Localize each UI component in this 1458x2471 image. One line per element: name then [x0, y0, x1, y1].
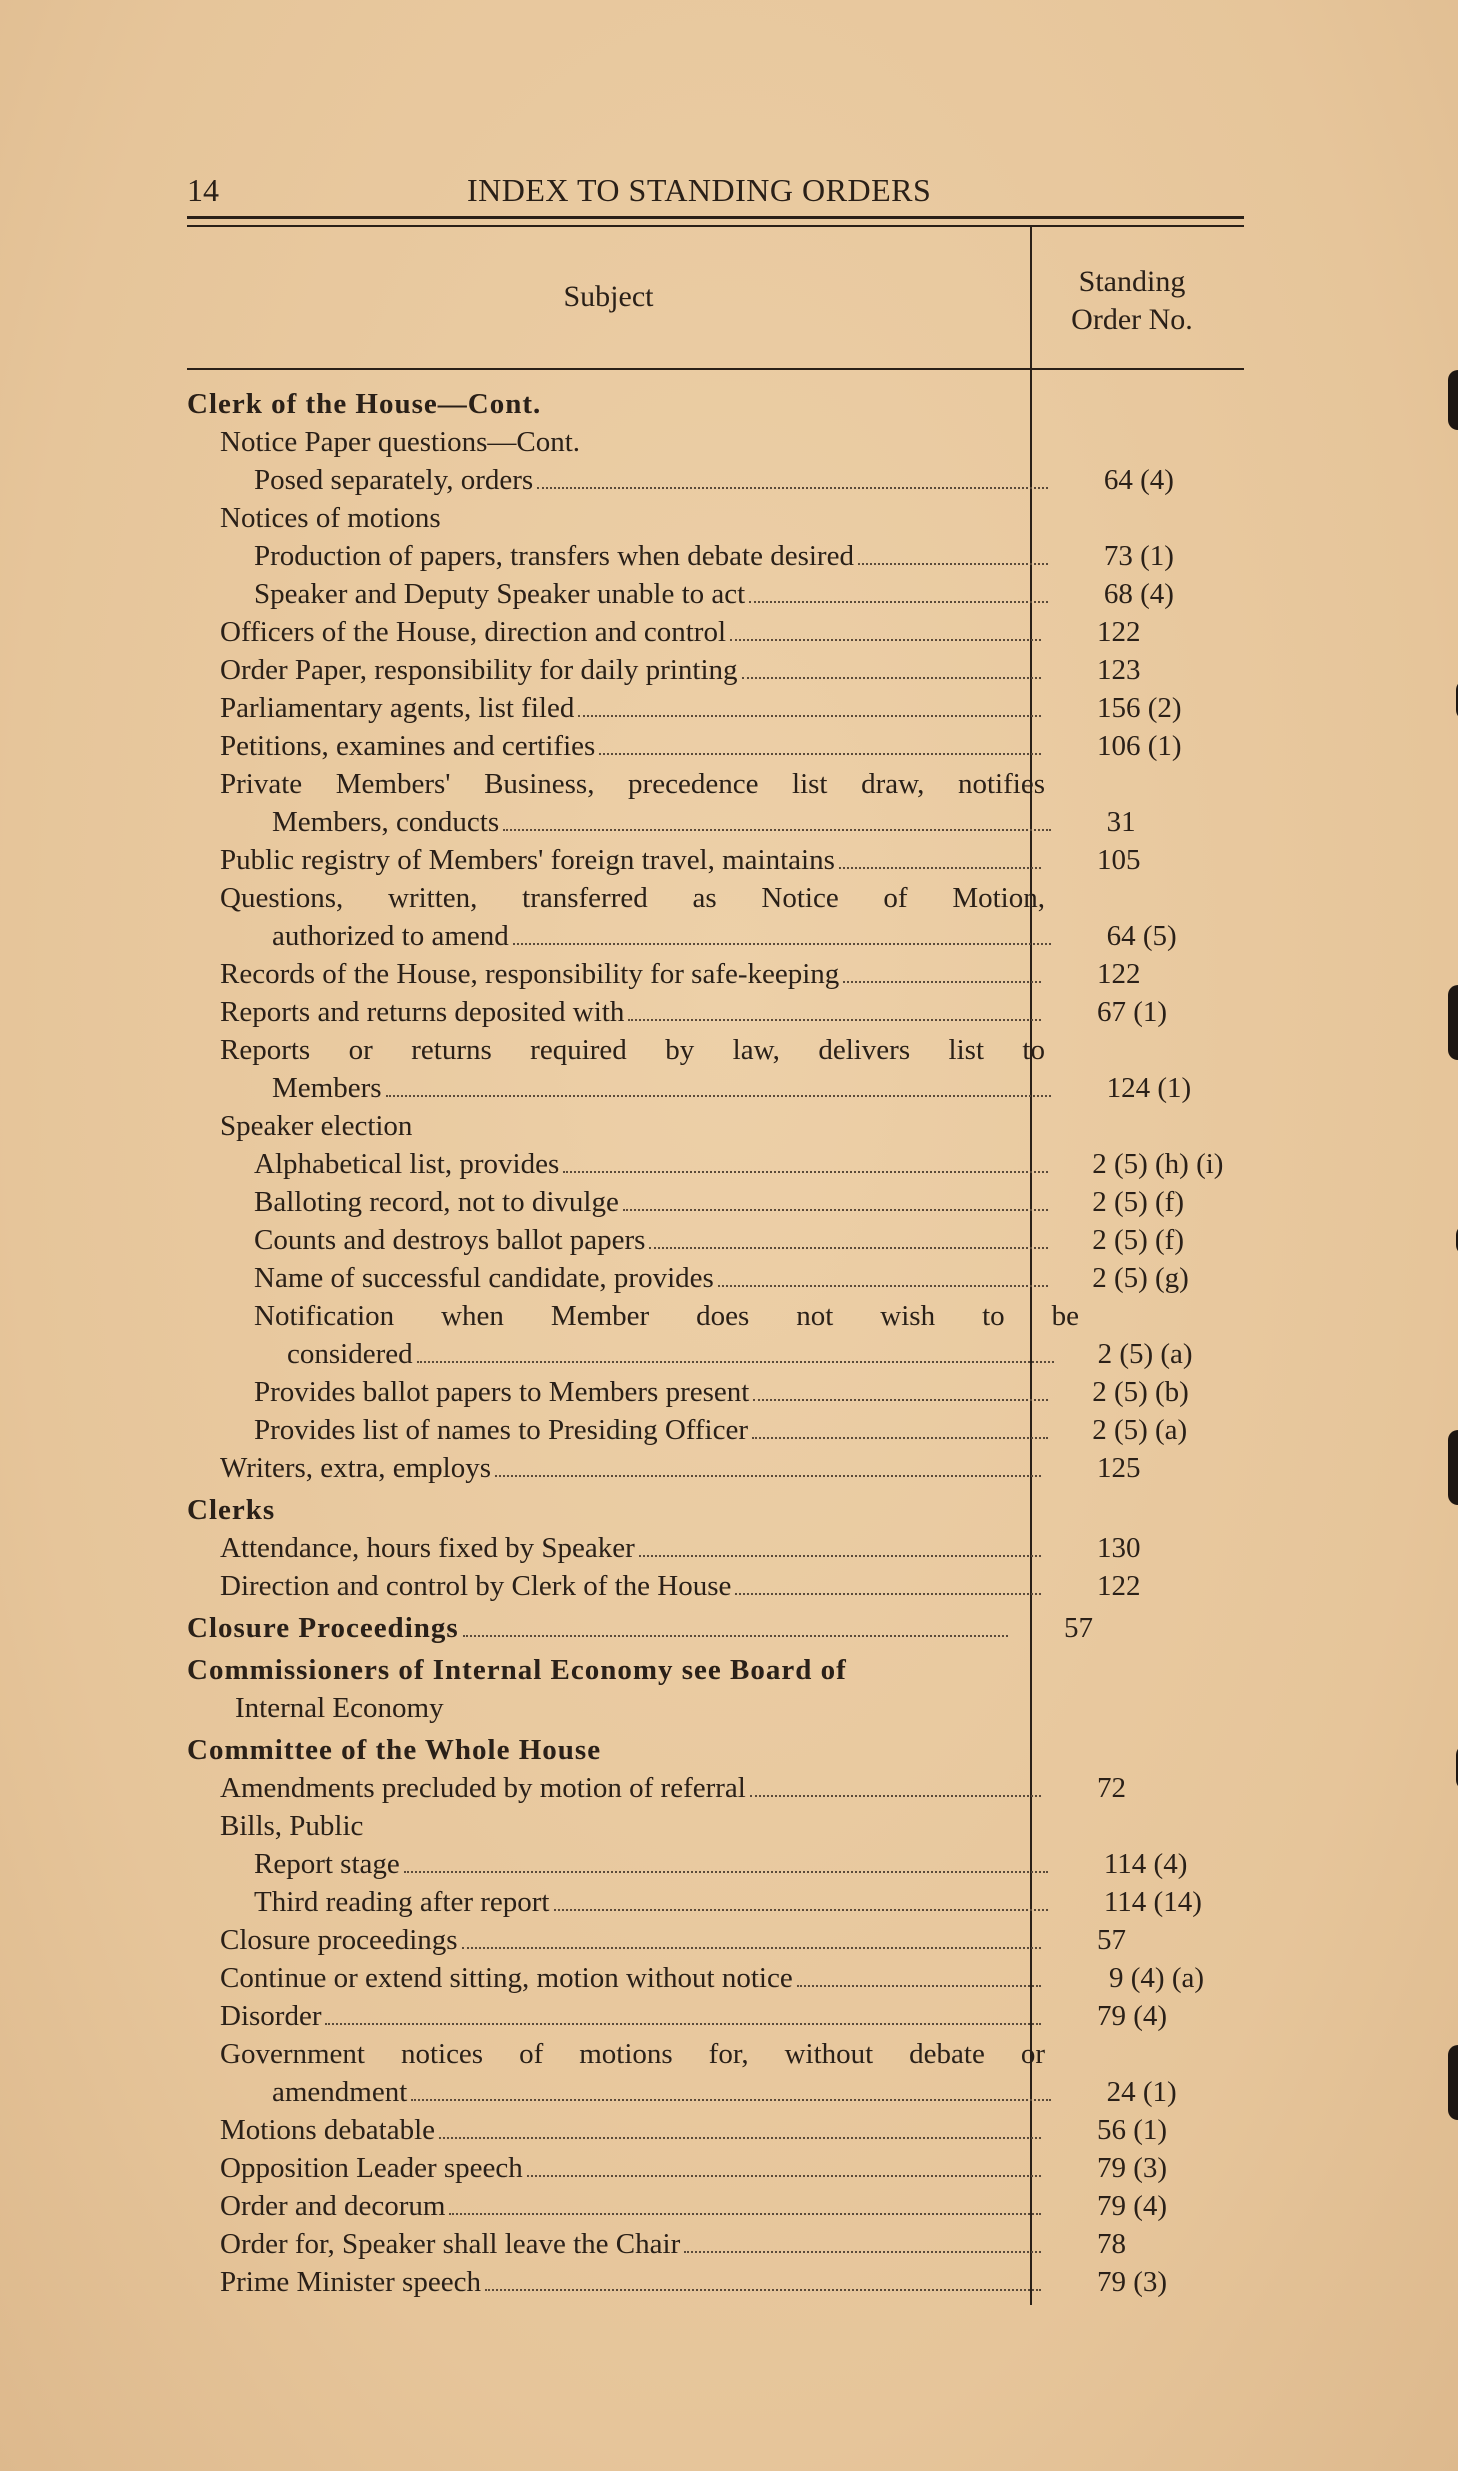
entry-subject: [187, 613, 1045, 651]
index-entries: [187, 385, 1247, 2301]
entry-text: Amendments precluded by motion of referral: [220, 1772, 746, 1804]
index-entry: [187, 2073, 1247, 2111]
entry-text: Members, conducts: [272, 806, 500, 838]
entry-heading: [187, 385, 1012, 423]
index-entry: [187, 1183, 1247, 1221]
entry-text: Speaker election: [220, 1110, 413, 1142]
entry-order-number: 123: [1097, 654, 1141, 686]
index-entry: [187, 841, 1247, 879]
entry-text: Private Members' Business, precedence list draw, notifies: [220, 768, 1045, 800]
index-entry: [187, 917, 1247, 955]
entry-subject: [187, 2149, 1045, 2187]
index-entry: [187, 1845, 1247, 1883]
entry-subject: [187, 1259, 1052, 1297]
entry-order-number: 79 (4): [1097, 2000, 1168, 2032]
entry-subject: [187, 727, 1045, 765]
dot-leader: [578, 715, 1041, 717]
index-entry: [187, 613, 1247, 651]
entry-text: Officers of the House, direction and control: [220, 616, 726, 648]
dot-leader: [752, 1437, 1048, 1439]
entry-text: considered: [287, 1338, 413, 1370]
entry-order-number: 78: [1097, 2228, 1126, 2260]
index-entry: [187, 727, 1247, 765]
entry-order-number: 68 (4): [1103, 578, 1174, 610]
entry-subject: [187, 1807, 1045, 1845]
entry-subject: [187, 841, 1045, 879]
entry-text: Clerk of the House—Cont.: [187, 388, 542, 420]
index-entry: [187, 993, 1247, 1031]
entry-subject: [187, 1529, 1045, 1567]
entry-subject: [187, 955, 1045, 993]
entry-text: Disorder: [220, 2000, 322, 2032]
page-number: 14: [187, 172, 219, 208]
dot-leader: [599, 753, 1041, 755]
entry-text: Petitions, examines and certifies: [220, 730, 596, 762]
entry-order-number: 105: [1097, 844, 1141, 876]
index-entry: [187, 2187, 1247, 2225]
dot-leader: [797, 1985, 1041, 1987]
entry-heading: [187, 1491, 1012, 1529]
dot-leader: [462, 1947, 1041, 1949]
entry-subject: [187, 1031, 1045, 1069]
entry-subject: [187, 423, 1045, 461]
index-entry: [187, 499, 1247, 537]
entry-heading: [187, 1731, 1012, 1769]
entry-order-number: 79 (3): [1097, 2152, 1168, 2184]
dot-leader: [439, 2137, 1041, 2139]
index-entry: [187, 1689, 1247, 1727]
index-entry: [187, 1883, 1247, 1921]
entry-subject: [187, 1221, 1052, 1259]
thumb-index-tab: [1448, 2045, 1458, 2120]
entry-order-number: 73 (1): [1103, 540, 1174, 572]
entry-subject: [187, 879, 1045, 917]
index-entry: [187, 1769, 1247, 1807]
entry-order-number: 156 (2): [1097, 692, 1182, 724]
entry-subject: [187, 651, 1045, 689]
index-entry: [187, 1921, 1247, 1959]
entry-subject: [187, 1959, 1045, 1997]
entry-subject: [187, 2035, 1045, 2073]
index-entry: [187, 385, 1247, 423]
dot-leader: [718, 1285, 1048, 1287]
entry-subject: [187, 2225, 1045, 2263]
index-entry: [187, 537, 1247, 575]
entry-subject: [187, 1449, 1045, 1487]
index-entry: [187, 1373, 1247, 1411]
header-rule-second: [187, 225, 1244, 227]
thumb-index-tab: [1448, 985, 1458, 1060]
entry-text: Provides ballot papers to Members present: [254, 1376, 750, 1408]
index-entry: [187, 1221, 1247, 1259]
entry-text: amendment: [272, 2076, 408, 2108]
entry-order-number: 2 (5) (f): [1092, 1186, 1184, 1218]
index-entry: [187, 1731, 1247, 1769]
entry-subject: [187, 1689, 1060, 1727]
entry-order-number: 122: [1097, 616, 1141, 648]
entry-text: Government notices of motions for, without debate or: [220, 2038, 1045, 2070]
entry-order-number: 64 (4): [1103, 464, 1174, 496]
entry-text: Name of successful candidate, provides: [254, 1262, 714, 1294]
entry-text: Attendance, hours fixed by Speaker: [220, 1532, 635, 1564]
dot-leader: [649, 1247, 1048, 1249]
entry-subject: [187, 1107, 1045, 1145]
entry-text: Report stage: [254, 1848, 400, 1880]
entry-text: Public registry of Members' foreign travel, maintains: [220, 844, 835, 876]
entry-subject: [187, 2073, 1055, 2111]
index-entry: [187, 1567, 1247, 1605]
entry-text: authorized to amend: [272, 920, 509, 952]
index-entry: [187, 1069, 1247, 1107]
entry-order-number: 24 (1): [1106, 2076, 1177, 2108]
index-entry: [187, 2035, 1247, 2073]
entry-subject: [187, 461, 1052, 499]
dot-leader: [485, 2289, 1041, 2291]
entry-text: Reports or returns required by law, delivers list to: [220, 1034, 1045, 1066]
entry-text: Clerks: [187, 1494, 276, 1526]
dot-leader: [753, 1399, 1048, 1401]
entry-order-number: 2 (5) (a): [1097, 1338, 1193, 1370]
index-entry: [187, 2225, 1247, 2263]
entry-heading: [187, 1651, 1012, 1689]
entry-subject: [187, 1335, 1058, 1373]
entry-text: Order and decorum: [220, 2190, 446, 2222]
index-entry: [187, 575, 1247, 613]
entry-text: Motions debatable: [220, 2114, 436, 2146]
entry-text: Balloting record, not to divulge: [254, 1186, 619, 1218]
entry-subject: [187, 917, 1055, 955]
entry-order-number: 124 (1): [1106, 1072, 1192, 1104]
index-entry: [187, 1411, 1247, 1449]
entry-text: Writers, extra, employs: [220, 1452, 492, 1484]
entry-text: Provides list of names to Presiding Officer: [254, 1414, 749, 1446]
index-entry: [187, 461, 1247, 499]
entry-subject: [187, 2187, 1045, 2225]
entry-order-number: 57: [1097, 1924, 1126, 1956]
index-entry: [187, 1997, 1247, 2035]
running-title: INDEX TO STANDING ORDERS: [467, 172, 932, 208]
index-entry: [187, 2149, 1247, 2187]
entry-order-number: 114 (4): [1103, 1848, 1188, 1880]
entry-subject: [187, 689, 1045, 727]
dot-leader: [537, 487, 1048, 489]
entry-subject: [187, 537, 1052, 575]
index-entry: [187, 803, 1247, 841]
dot-leader: [735, 1593, 1041, 1595]
entry-text: Prime Minister speech: [220, 2266, 481, 2298]
index-entry: [187, 1449, 1247, 1487]
entry-subject: [187, 1769, 1045, 1807]
dot-leader: [623, 1209, 1048, 1211]
dot-leader: [463, 1635, 1008, 1637]
dot-leader: [404, 1871, 1048, 1873]
entry-order-number: 2 (5) (g): [1092, 1262, 1189, 1294]
subject-column-header: Subject: [563, 280, 654, 313]
entry-subject: [187, 1845, 1052, 1883]
entry-text: Parliamentary agents, list filed: [220, 692, 575, 724]
entry-subject: [187, 1921, 1045, 1959]
entry-order-number: 114 (14): [1103, 1886, 1202, 1918]
index-entry: [187, 2111, 1247, 2149]
entry-order-number: 57: [1064, 1612, 1093, 1644]
index-entry: [187, 651, 1247, 689]
entry-order-number: 130: [1097, 1532, 1141, 1564]
index-entry: [187, 1529, 1247, 1567]
dot-leader: [684, 2251, 1041, 2253]
dot-leader: [554, 1909, 1048, 1911]
dot-leader: [513, 943, 1051, 945]
entry-subject: [187, 765, 1045, 803]
index-entry: [187, 1145, 1247, 1183]
entry-text: Reports and returns deposited with: [220, 996, 625, 1028]
entry-text: Closure proceedings: [220, 1924, 458, 1956]
entry-text: Alphabetical list, provides: [254, 1148, 560, 1180]
dot-leader: [730, 639, 1041, 641]
dot-leader: [839, 867, 1041, 869]
index-entry: [187, 2263, 1247, 2301]
entry-text: Committee of the Whole House: [187, 1734, 602, 1766]
entry-order-number: 2 (5) (b): [1092, 1376, 1189, 1408]
entry-order-number: 9 (4) (a): [1109, 1962, 1205, 1994]
entry-subject: [187, 1183, 1052, 1221]
entry-order-number: 122: [1097, 958, 1141, 990]
index-entry: [187, 423, 1247, 461]
running-head: [187, 172, 1243, 212]
entry-text: Continue or extend sitting, motion without notice: [220, 1962, 793, 1994]
dot-leader: [495, 1475, 1041, 1477]
entry-subject: [187, 1567, 1045, 1605]
entry-text: Notice Paper questions—Cont.: [220, 426, 581, 458]
entry-order-number: 31: [1106, 806, 1136, 838]
index-entry: [187, 1031, 1247, 1069]
entry-order-number: 72: [1097, 1772, 1126, 1804]
header-rule-top: [187, 216, 1244, 219]
entry-text: Opposition Leader speech: [220, 2152, 523, 2184]
entry-text: Closure Proceedings: [187, 1612, 459, 1644]
entry-text: Internal Economy: [235, 1692, 444, 1724]
dot-leader: [628, 1019, 1041, 1021]
entry-subject: [187, 499, 1045, 537]
dot-leader: [503, 829, 1050, 831]
entry-subject: [187, 1883, 1052, 1921]
entry-order-number: 2 (5) (a): [1092, 1414, 1188, 1446]
index-entry: [187, 1335, 1247, 1373]
order-column-header: [1032, 263, 1232, 339]
entry-heading: [187, 1609, 1012, 1647]
entry-text: Order for, Speaker shall leave the Chair: [220, 2228, 681, 2260]
dot-leader: [750, 1795, 1041, 1797]
entry-text: Commissioners of Internal Economy see Board of: [187, 1654, 847, 1686]
header-rule-bottom: [187, 368, 1244, 370]
entry-order-number: 67 (1): [1097, 996, 1168, 1028]
entry-text: Order Paper, responsibility for daily printing: [220, 654, 738, 686]
entry-order-number: 79 (3): [1097, 2266, 1168, 2298]
entry-order-number: 64 (5): [1106, 920, 1177, 952]
entry-order-number: 56 (1): [1097, 2114, 1168, 2146]
entry-order-number: 125: [1097, 1452, 1141, 1484]
entry-order-number: 106 (1): [1097, 730, 1182, 762]
index-entry: [187, 879, 1247, 917]
index-entry: [187, 1297, 1247, 1335]
dot-leader: [417, 1361, 1054, 1363]
index-entry: [187, 1107, 1247, 1145]
entry-subject: [187, 575, 1052, 613]
index-entry: [187, 1651, 1247, 1689]
index-entry: [187, 1807, 1247, 1845]
entry-text: Questions, written, transferred as Notice of Motion,: [220, 882, 1045, 914]
entry-subject: [187, 1997, 1045, 2035]
dot-leader: [527, 2175, 1041, 2177]
index-entry: [187, 1259, 1247, 1297]
dot-leader: [639, 1555, 1041, 1557]
order-header-line2: Order No.: [1071, 303, 1193, 336]
entry-subject: [187, 993, 1045, 1031]
entry-text: Notification when Member does not wish to be: [254, 1300, 1079, 1332]
entry-text: Members: [272, 1072, 382, 1104]
entry-subject: [187, 2111, 1045, 2149]
index-entry: [187, 1959, 1247, 1997]
entry-text: Production of papers, transfers when debate desired: [254, 540, 854, 572]
entry-order-number: 122: [1097, 1570, 1141, 1602]
entry-order-number: 79 (4): [1097, 2190, 1168, 2222]
entry-text: Direction and control by Clerk of the House: [220, 1570, 732, 1602]
entry-subject: [187, 1411, 1052, 1449]
entry-subject: [187, 803, 1055, 841]
entry-text: Notices of motions: [220, 502, 441, 534]
entry-text: Speaker and Deputy Speaker unable to act: [254, 578, 746, 610]
entry-subject: [187, 1373, 1052, 1411]
dot-leader: [742, 677, 1041, 679]
entry-order-number: 2 (5) (h) (i): [1092, 1148, 1224, 1180]
index-entry: [187, 1491, 1247, 1529]
order-header-line1: Standing: [1078, 265, 1186, 298]
entry-text: Third reading after report: [254, 1886, 550, 1918]
dot-leader: [563, 1171, 1048, 1173]
entry-subject: [187, 2263, 1045, 2301]
dot-leader: [386, 1095, 1051, 1097]
dot-leader: [858, 563, 1048, 565]
index-entry: [187, 689, 1247, 727]
dot-leader: [325, 2023, 1041, 2025]
thumb-index-tab: [1448, 1430, 1458, 1505]
entry-subject: [187, 1145, 1052, 1183]
entry-subject: [187, 1297, 1079, 1335]
index-entry: [187, 1609, 1247, 1647]
dot-leader: [411, 2099, 1050, 2101]
dot-leader: [749, 601, 1048, 603]
entry-order-number: 2 (5) (f): [1092, 1224, 1184, 1256]
thumb-index-tab: [1448, 370, 1458, 430]
dot-leader: [843, 981, 1041, 983]
index-entry: [187, 765, 1247, 803]
index-entry: [187, 955, 1247, 993]
dot-leader: [449, 2213, 1041, 2215]
entry-text: Counts and destroys ballot papers: [254, 1224, 646, 1256]
entry-text: Records of the House, responsibility for safe-keeping: [220, 958, 840, 990]
entry-subject: [187, 1069, 1055, 1107]
entry-text: Posed separately, orders: [254, 464, 534, 496]
entry-text: Bills, Public: [220, 1810, 364, 1842]
